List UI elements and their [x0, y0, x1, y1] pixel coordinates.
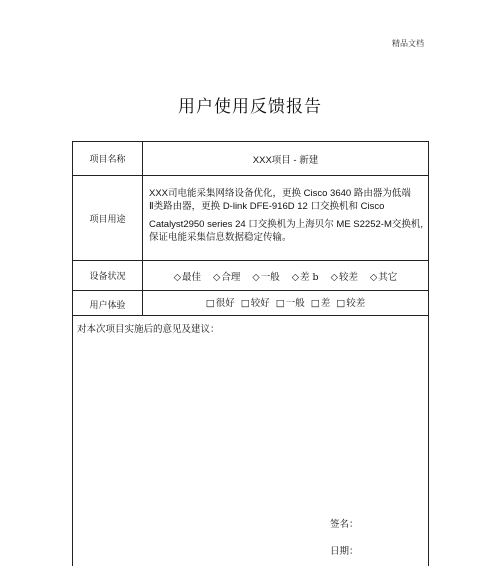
experience-option-poor[interactable]: [311, 295, 331, 309]
option-label: 较好: [250, 298, 270, 309]
usage-text-line: Ⅱ类路由器，更换 D-link DFE-916D 12 口交换机和 Cisco: [149, 200, 385, 212]
checkbox-icon: □: [275, 298, 285, 309]
checkbox-icon: □: [336, 298, 346, 309]
checkbox-icon: □: [310, 298, 320, 309]
option-label: 合理: [221, 271, 241, 283]
diamond-icon: ◇: [252, 271, 260, 283]
page-watermark: 精品文档: [392, 39, 424, 48]
project-usage-label: 项目用途: [73, 176, 143, 260]
diamond-icon: ◇: [291, 271, 300, 283]
diamond-icon: ◇: [213, 271, 221, 283]
user-experience-row: [73, 291, 428, 316]
project-usage-row: [73, 176, 428, 261]
opinion-label: 对本次项目实施后的意见及建议：: [77, 324, 220, 335]
status-option-average[interactable]: [252, 269, 279, 283]
user-experience-label: 用户体验: [73, 291, 143, 315]
status-option-fair-poor[interactable]: [331, 269, 358, 283]
document-title: 用户使用反馈报告: [178, 97, 322, 117]
option-label: 最佳: [182, 271, 202, 283]
option-label: 较差: [346, 298, 366, 309]
device-status-label: 设备状况: [73, 261, 143, 290]
experience-option-average[interactable]: [276, 295, 305, 309]
usage-text-line: Catalyst2950 series 24 口交换机为上海贝尔 ME S2252-M交换机,: [149, 219, 423, 230]
status-option-other[interactable]: [370, 269, 397, 283]
device-status-row: [73, 261, 428, 291]
option-label: 差: [320, 298, 331, 309]
date-label: 日期：: [330, 546, 359, 557]
experience-option-fair-poor[interactable]: [336, 295, 365, 309]
option-label: 一般: [260, 271, 280, 283]
usage-text-line: XXX司电能采集网络设备优化，更换 Cisco 3640 路由器为低端: [149, 188, 411, 199]
usage-text-line: 保证电能采集信息数据稳定传输。: [149, 231, 292, 243]
diamond-icon: ◇: [369, 271, 378, 283]
signature-label: 签名：: [330, 519, 359, 530]
diamond-icon: ◇: [173, 271, 182, 283]
option-label: 差 b: [300, 271, 319, 283]
project-name-label: 项目名称: [73, 142, 143, 175]
user-experience-options: [143, 291, 428, 315]
checkbox-icon: □: [240, 298, 250, 309]
project-name-row: [73, 142, 428, 176]
device-status-options: [143, 261, 428, 290]
status-option-best[interactable]: [174, 269, 201, 283]
feedback-form: [72, 141, 429, 566]
experience-option-very-good[interactable]: [206, 295, 235, 309]
option-label: 一般: [285, 298, 305, 309]
experience-option-good[interactable]: [241, 295, 270, 309]
project-name-value: XXX项目 - 新建: [252, 154, 319, 166]
status-option-poor[interactable]: [292, 269, 319, 283]
checkbox-icon: □: [205, 298, 215, 309]
project-usage-value: [143, 176, 428, 260]
option-label: 很好: [215, 298, 235, 309]
option-label: 其它: [378, 271, 398, 283]
option-label: 较差: [338, 271, 358, 283]
status-option-reasonable[interactable]: [213, 269, 240, 283]
diamond-icon: ◇: [330, 271, 338, 283]
